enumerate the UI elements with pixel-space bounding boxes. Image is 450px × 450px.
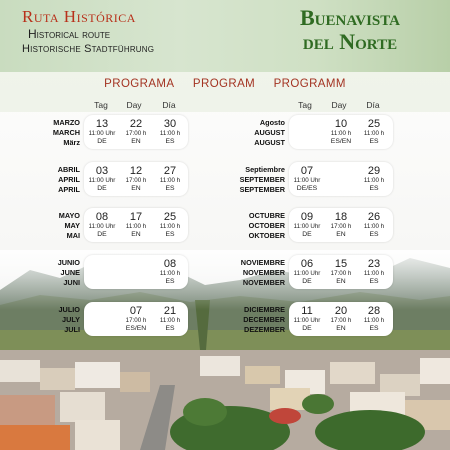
month-label: APRIL: [58, 175, 80, 184]
tour-dates-box: [289, 255, 393, 289]
tour-date: [152, 208, 188, 239]
tour-day: 20: [334, 305, 348, 317]
tour-hour: 11:00 h: [159, 223, 181, 230]
tour-hour: 11:00 h: [159, 130, 181, 137]
tour-day: 26: [367, 211, 381, 223]
tour-lang: ES: [369, 325, 379, 332]
program-labels: [0, 74, 450, 92]
month-label: März: [63, 138, 80, 147]
column-header-tag-left: Tag: [94, 100, 108, 110]
month-labels: [0, 258, 80, 288]
month-label: SEPTEMBER: [239, 185, 285, 194]
tour-lang: DE: [97, 138, 107, 145]
title-spanish: Ruta Histórica: [22, 7, 136, 26]
tour-hour: 11:00 h: [363, 223, 385, 230]
tour-lang: EN: [336, 278, 346, 285]
tour-hour: 17:00 h: [125, 130, 147, 137]
tour-day: 12: [129, 165, 143, 177]
tour-day: 07: [300, 165, 314, 177]
tour-hour: 11:00 h: [330, 130, 352, 137]
tour-lang: EN: [131, 231, 141, 238]
tour-hour: 17:00 h: [330, 223, 352, 230]
tour-hour: 11:00 h: [159, 270, 181, 277]
tour-lang: DE: [302, 231, 312, 238]
month-labels: [0, 211, 80, 241]
tour-date: [323, 255, 359, 286]
tour-lang: ES: [165, 138, 175, 145]
tour-day: 23: [367, 258, 381, 270]
tour-lang: ES/EN: [330, 138, 352, 145]
town-name-line1: Buenavista: [300, 5, 400, 30]
program-label-es: PROGRAMA: [104, 78, 175, 90]
tour-date: [289, 255, 325, 286]
tour-dates-box: [84, 255, 188, 289]
tour-date: [84, 162, 120, 193]
tour-day: 22: [129, 118, 143, 130]
tour-hour: 17:00 h: [125, 177, 147, 184]
tour-date: [289, 302, 325, 333]
tour-lang: ES: [369, 278, 379, 285]
month-label: DECEMBER: [243, 315, 285, 324]
tour-hour: 11:00 Uhr: [293, 317, 321, 324]
month-label: JUNIO: [57, 258, 80, 267]
month-label: OCTUBRE: [248, 211, 285, 220]
title-english: Historical route: [28, 27, 111, 41]
tour-date: [152, 255, 188, 286]
town-name: [275, 6, 425, 54]
month-label: DEZEMBER: [244, 325, 285, 334]
tour-hour: 11:00 h: [363, 270, 385, 277]
tour-date: [152, 162, 188, 193]
tour-day: 09: [300, 211, 314, 223]
tour-date: [289, 208, 325, 239]
tour-lang: EN: [131, 185, 141, 192]
month-label: MAI: [66, 231, 80, 240]
tour-hour: 11:00 h: [363, 317, 385, 324]
tour-date: [323, 302, 359, 333]
column-header-tag-right: Tag: [298, 100, 312, 110]
tour-day: 06: [300, 258, 314, 270]
column-header-day-right: Day: [331, 100, 347, 110]
month-label: Agosto: [259, 118, 285, 127]
tour-dates-box: [289, 208, 393, 242]
tour-day: 21: [163, 305, 177, 317]
month-label: JUNI: [63, 278, 80, 287]
month-label: OCTOBER: [248, 221, 285, 230]
tour-dates-box: [84, 115, 188, 149]
column-header-day-left: Day: [126, 100, 142, 110]
tour-lang: DE/ES: [296, 185, 318, 192]
tour-day: 25: [163, 211, 177, 223]
tour-date: [289, 162, 325, 193]
tour-date: [356, 162, 392, 193]
month-label: MAYO: [58, 211, 80, 220]
month-labels: [0, 165, 80, 195]
tour-date: [118, 162, 154, 193]
month-label: NOVIEMBRE: [240, 258, 285, 267]
month-label: DICIEMBRE: [244, 305, 285, 314]
tour-date: [356, 255, 392, 286]
tour-hour: 17:00 h: [330, 317, 352, 324]
month-label: Septiembre: [245, 165, 285, 174]
tour-lang: EN: [336, 325, 346, 332]
month-label: AUGUST: [254, 138, 285, 147]
month-labels: [207, 258, 285, 288]
tour-day: 30: [163, 118, 177, 130]
tour-day: 03: [95, 165, 109, 177]
tour-day: 07: [129, 305, 143, 317]
tour-dates-box: [289, 162, 393, 196]
month-label: ABRIL: [57, 165, 80, 174]
month-label: APRIL: [58, 185, 80, 194]
month-label: JUNE: [60, 268, 80, 277]
tour-date: [356, 115, 392, 146]
tour-day: 11: [301, 305, 313, 317]
column-header-dia-right: Día: [366, 100, 380, 110]
tour-hour: 17:00 h: [330, 270, 352, 277]
tour-hour: 11:00 Uhr: [88, 130, 116, 137]
tour-lang: ES: [165, 185, 175, 192]
column-header-dia-left: Día: [162, 100, 176, 110]
route-title: [22, 8, 154, 56]
tour-hour: 11:00 Uhr: [88, 223, 116, 230]
tour-hour: 11:00 Uhr: [293, 177, 321, 184]
month-label: MARCH: [52, 128, 80, 137]
month-label: AUGUST: [254, 128, 285, 137]
tour-lang: ES/EN: [125, 325, 147, 332]
tour-hour: 11:00 h: [363, 130, 385, 137]
tour-dates-box: [84, 302, 188, 336]
tour-day: 08: [95, 211, 109, 223]
tour-lang: DE: [302, 278, 312, 285]
tour-day: 27: [163, 165, 177, 177]
tour-lang: ES: [165, 231, 175, 238]
month-label: JULY: [62, 315, 80, 324]
tour-hour: 11:00 h: [159, 177, 181, 184]
tour-date: [84, 208, 120, 239]
month-label: OKTOBER: [248, 231, 285, 240]
month-labels: [0, 118, 80, 148]
tour-day: 08: [163, 258, 177, 270]
title-german: Historische Stadtführung: [22, 43, 155, 55]
tour-lang: ES: [165, 278, 175, 285]
tour-lang: EN: [131, 138, 141, 145]
tour-day: 13: [95, 118, 109, 130]
tour-date: [152, 302, 188, 333]
month-label: NOVEMBER: [242, 278, 285, 287]
tour-dates-box: [84, 208, 188, 242]
tour-lang: DE: [302, 325, 312, 332]
tour-day: 25: [367, 118, 381, 130]
month-labels: [207, 305, 285, 335]
tour-date: [356, 208, 392, 239]
tour-day: 17: [129, 211, 143, 223]
tour-hour: 11:00 Uhr: [293, 270, 321, 277]
tour-day: 15: [334, 258, 348, 270]
tour-lang: DE: [97, 185, 107, 192]
tour-day: 18: [334, 211, 348, 223]
tour-dates-box: [289, 302, 393, 336]
month-label: MARZO: [53, 118, 80, 127]
tour-date: [84, 115, 120, 146]
month-label: MAY: [64, 221, 80, 230]
month-label: JULI: [64, 325, 80, 334]
tour-date: [118, 208, 154, 239]
tour-hour: 17:00 h: [125, 317, 147, 324]
tour-lang: ES: [369, 138, 379, 145]
tour-lang: EN: [336, 231, 346, 238]
tour-hour: 11:00 h: [363, 177, 385, 184]
month-label: JULIO: [58, 305, 80, 314]
tour-dates-box: [289, 115, 393, 149]
tour-date: [152, 115, 188, 146]
tour-lang: DE: [97, 231, 107, 238]
tour-date: [356, 302, 392, 333]
month-label: NOVEMBER: [242, 268, 285, 277]
month-labels: [207, 165, 285, 195]
program-label-de: PROGRAMM: [273, 78, 346, 90]
tour-day: 28: [367, 305, 381, 317]
tour-date: [323, 208, 359, 239]
month-labels: [0, 305, 80, 335]
tour-date: [323, 115, 359, 146]
month-labels: [207, 118, 285, 148]
tour-hour: 11:00 Uhr: [88, 177, 116, 184]
tour-hour: 11:00 Uhr: [293, 223, 321, 230]
tour-day: 10: [334, 118, 348, 130]
tour-dates-box: [84, 162, 188, 196]
month-labels: [207, 211, 285, 241]
program-label-en: PROGRAM: [192, 78, 256, 90]
tour-hour: 11:00 h: [159, 317, 181, 324]
tour-lang: ES: [369, 231, 379, 238]
tour-day: 29: [367, 165, 381, 177]
town-name-line2: del Norte: [302, 29, 398, 54]
tour-lang: ES: [369, 185, 379, 192]
tour-hour: 11:00 h: [125, 223, 147, 230]
month-label: SEPTEMBER: [239, 175, 285, 184]
tour-lang: ES: [165, 325, 175, 332]
tour-date: [118, 115, 154, 146]
tour-date: [118, 302, 154, 333]
